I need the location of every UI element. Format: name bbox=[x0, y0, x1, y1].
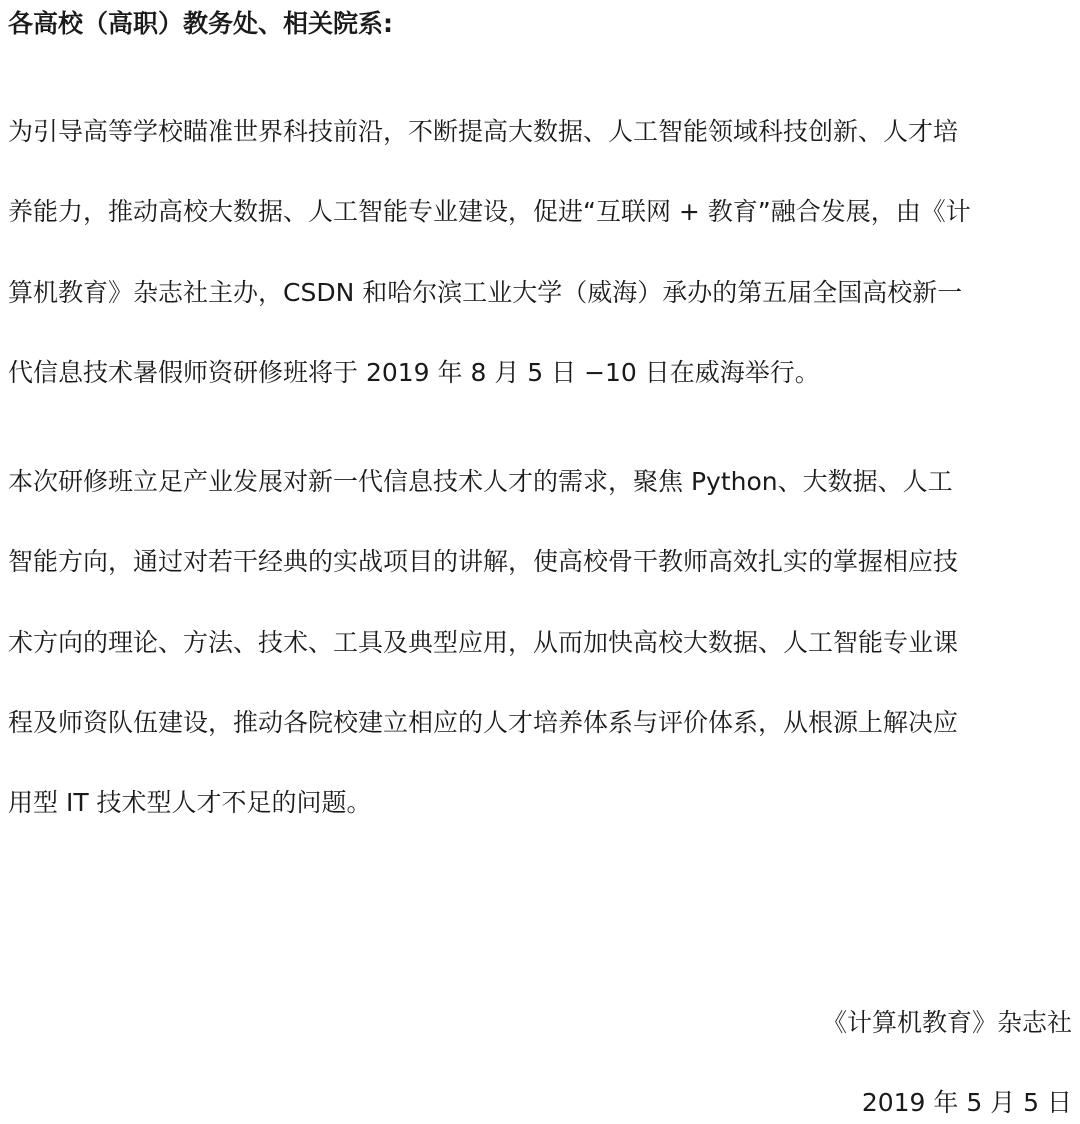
paragraph-2-line-2: 智能方向，通过对若干经典的实战项目的讲解，使高校骨干教师高效扎实的掌握相应技 bbox=[8, 547, 959, 576]
signature-organization: 《计算机教育》杂志社 bbox=[821, 1008, 1072, 1037]
paragraph-2-line-4: 程及师资队伍建设，推动各院校建立相应的人才培养体系与评价体系，从根源上解决应 bbox=[8, 708, 959, 737]
paragraph-1-line-2: 养能力，推动高校大数据、人工智能专业建设，促进“互联网 + 教育”融合发展，由《计 bbox=[8, 197, 971, 226]
salutation: 各高校（高职）教务处、相关院系: bbox=[8, 9, 393, 38]
paragraph-1-line-3: 算机教育》杂志社主办，CSDN 和哈尔滨工业大学（威海）承办的第五届全国高校新一 bbox=[8, 278, 963, 307]
signature-date: 2019 年 5 月 5 日 bbox=[861, 1088, 1072, 1117]
paragraph-1-line-1: 为引导高等学校瞄准世界科技前沿，不断提高大数据、人工智能领域科技创新、人才培 bbox=[8, 117, 959, 146]
paragraph-2-line-1: 本次研修班立足产业发展对新一代信息技术人才的需求，聚焦 Python、大数据、人工 bbox=[8, 467, 953, 496]
paragraph-1-line-4: 代信息技术暑假师资研修班将于 2019 年 8 月 5 日 −10 日在威海举行。 bbox=[8, 358, 820, 387]
paragraph-2-line-3: 术方向的理论、方法、技术、工具及典型应用，从而加快高校大数据、人工智能专业课 bbox=[8, 628, 959, 657]
paragraph-2-line-5: 用型 IT 技术型人才不足的问题。 bbox=[8, 788, 372, 817]
